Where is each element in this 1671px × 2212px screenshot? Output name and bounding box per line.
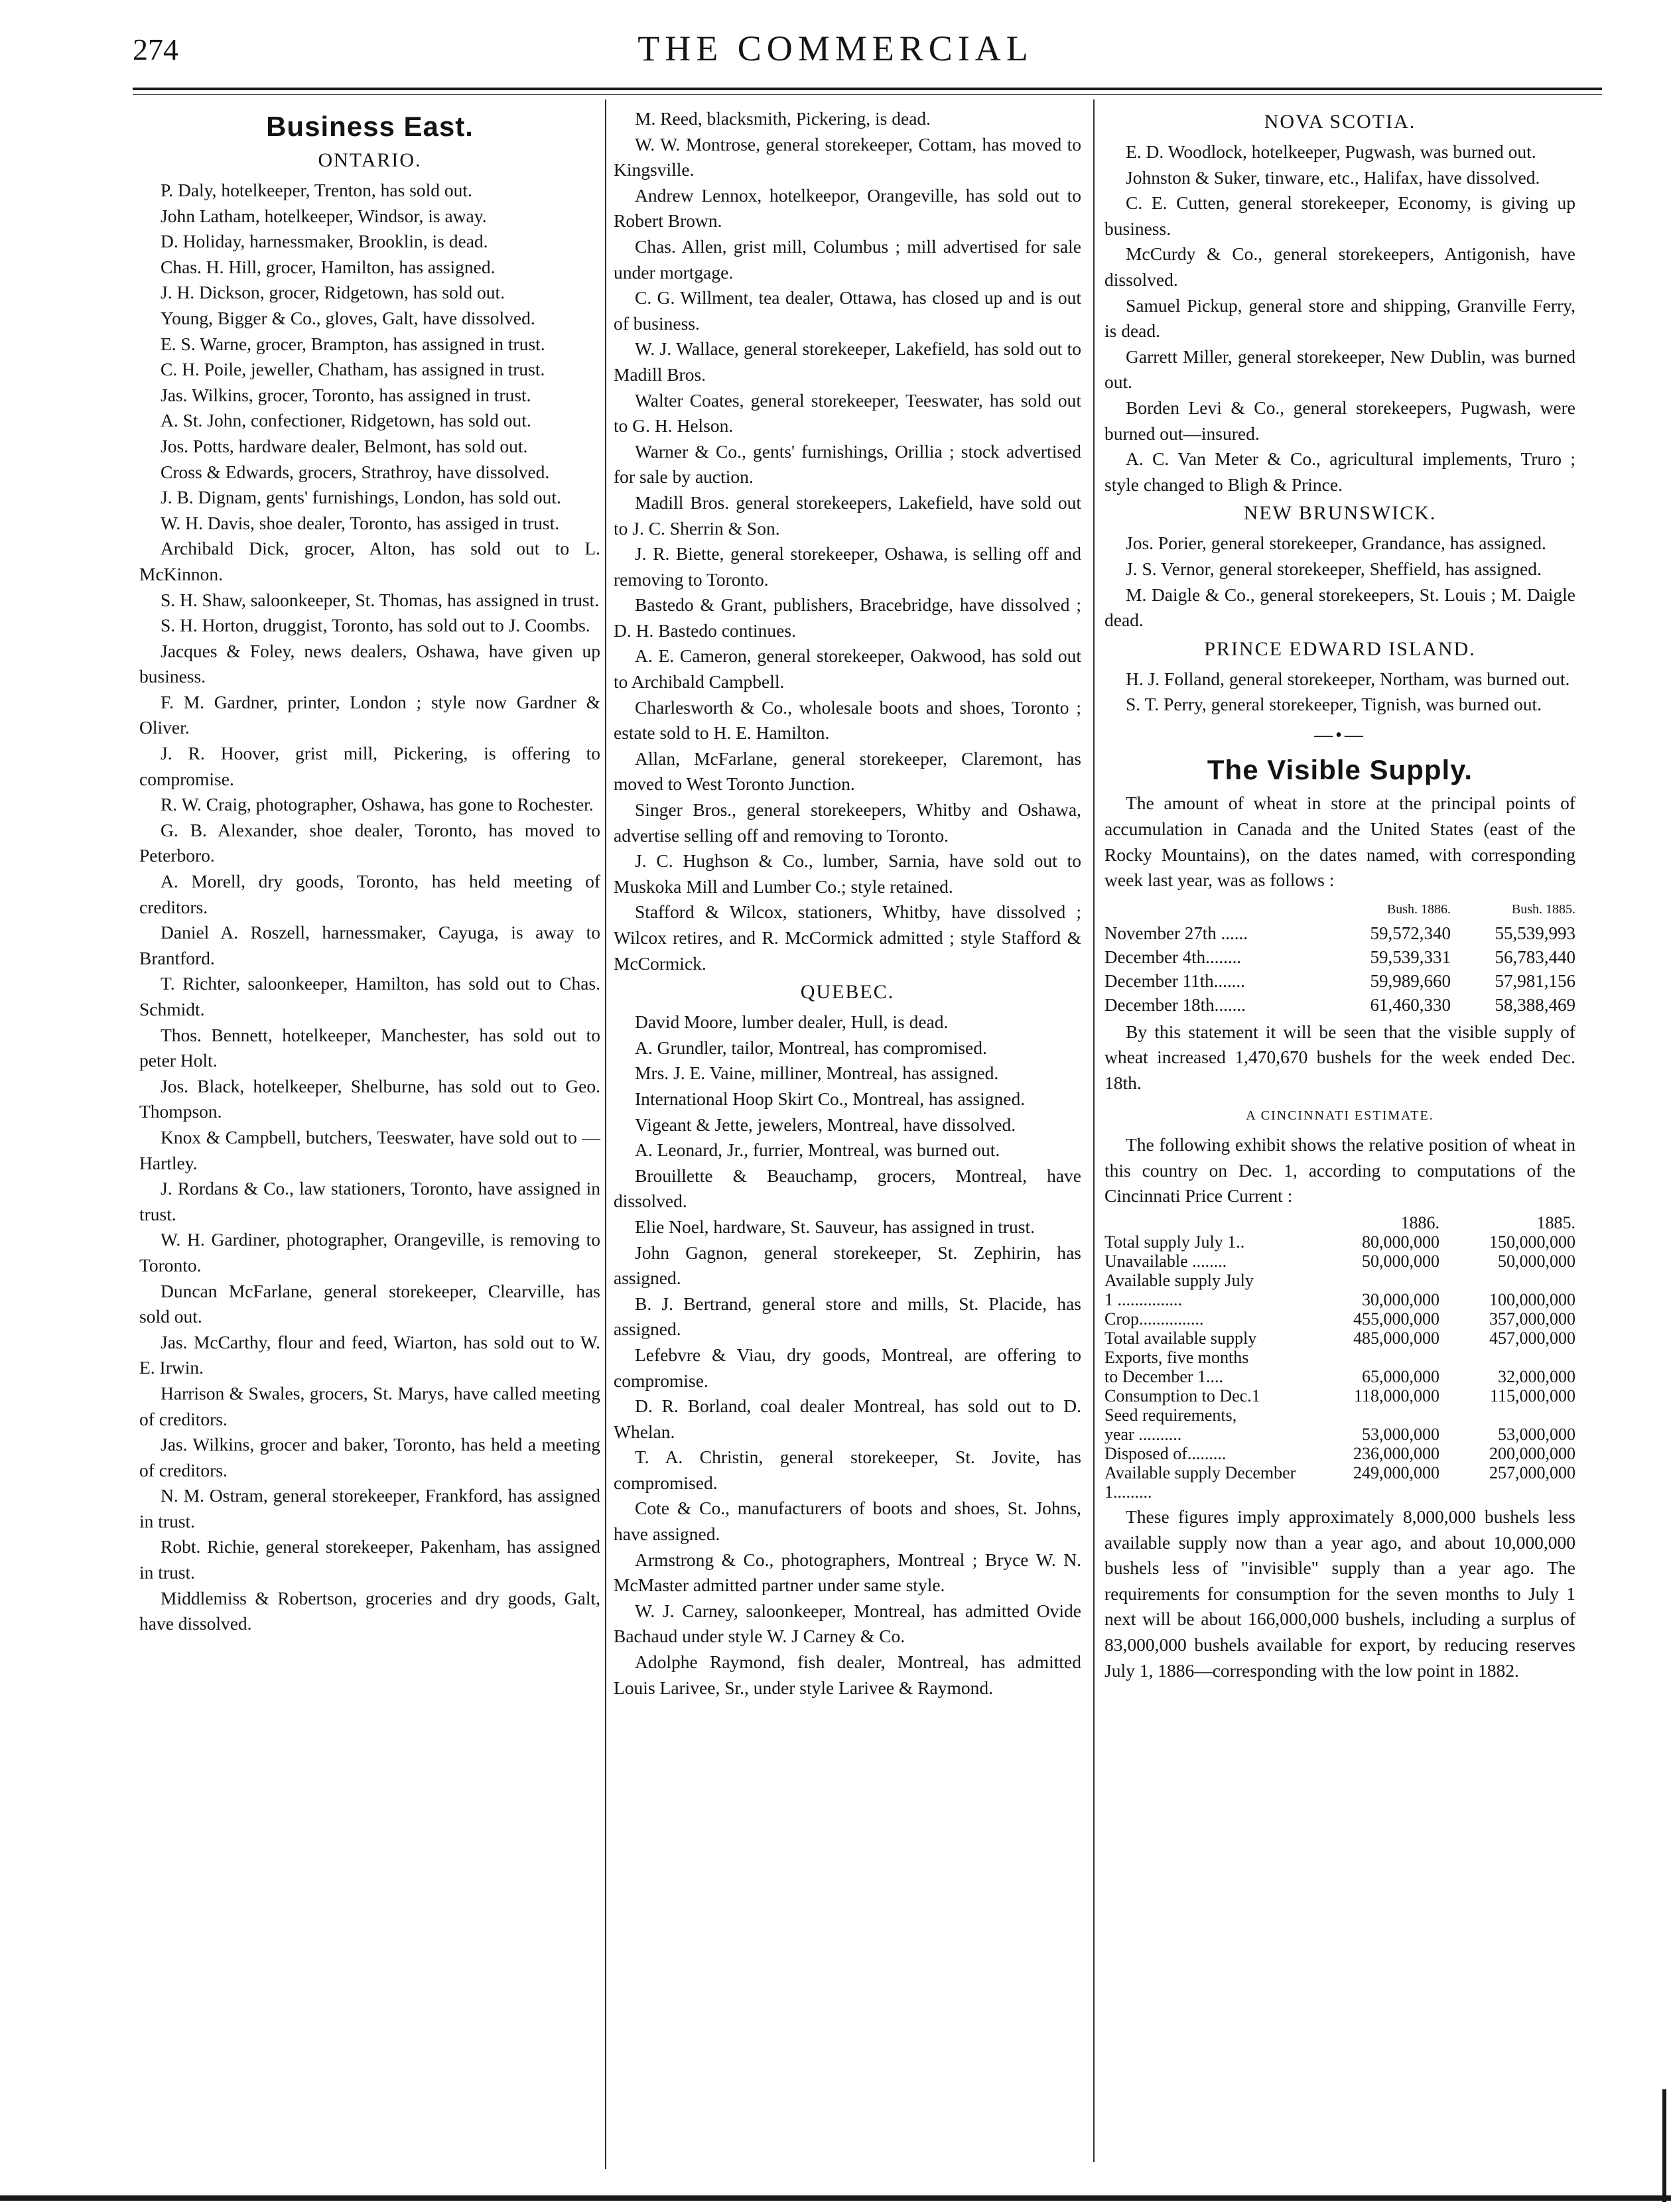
list-item: Daniel A. Roszell, harnessmaker, Cayuga, is away to Brantford. xyxy=(139,922,600,968)
table-header-cell: Bush. 1886. xyxy=(1386,901,1451,917)
table-cell: Total available supply xyxy=(1104,1329,1257,1348)
column-2 xyxy=(614,106,1081,1701)
province-heading: ONTARIO. xyxy=(318,149,422,171)
table-row xyxy=(1104,1367,1575,1386)
table-cell: 80,000,000 xyxy=(1362,1232,1439,1252)
table-cell: to December 1.... xyxy=(1104,1367,1224,1386)
list-item: Adolphe Raymond, fish dealer, Montreal, has admitted Louis Larivee, Sr., under style Larivee & Raymond. xyxy=(614,1652,1081,1698)
list-item: Stafford & Wilcox, stationers, Whitby, have dissolved ; Wilcox retires, and R. McCormick admitted ; style Stafford & McCormick. xyxy=(614,901,1081,974)
table-cell xyxy=(1303,1271,1439,1290)
list-item: Jos. Black, hotelkeeper, Shelburne, has sold out to Geo. Thompson. xyxy=(139,1075,600,1122)
list-item: Robt. Richie, general storekeeper, Pakenham, has assigned in trust. xyxy=(139,1536,600,1583)
table-row xyxy=(1104,1232,1575,1252)
table-cell: 150,000,000 xyxy=(1489,1232,1575,1252)
list-item: H. J. Folland, general storekeeper, Northam, was burned out. xyxy=(1126,668,1570,689)
table-cell: November 27th ...... xyxy=(1104,923,1248,943)
table-cell: Exports, five months xyxy=(1104,1348,1249,1367)
table-row xyxy=(1104,945,1575,969)
table-row xyxy=(1104,969,1575,993)
list-item: Chas. H. Hill, grocer, Hamilton, has assigned. xyxy=(161,256,496,277)
table-cell xyxy=(1303,1348,1439,1367)
table-cell: 53,000,000 xyxy=(1362,1425,1439,1444)
list-item: Jos. Porier, general storekeeper, Grandance, has assigned. xyxy=(1126,533,1546,554)
list-item: B. J. Bertrand, general store and mills, St. Placide, has assigned. xyxy=(614,1293,1081,1340)
list-item: T. Richter, saloonkeeper, Hamilton, has sold out to Chas. Schmidt. xyxy=(139,973,600,1019)
paragraph: The amount of wheat in store at the principal points of accumulation in Canada and the United States (east of the Rocky Mountains), on the dates named, with corresponding week last year, was as follows : xyxy=(1104,793,1575,891)
table-header-cell xyxy=(1104,1213,1303,1232)
table-cell: 485,000,000 xyxy=(1353,1329,1439,1348)
list-item: Allan, McFarlane, general storekeeper, Claremont, has moved to West Toronto Junction. xyxy=(614,748,1081,795)
table-cell: 249,000,000 xyxy=(1353,1463,1439,1482)
entry-list xyxy=(1104,531,1575,633)
table-cell: 100,000,000 xyxy=(1489,1290,1575,1309)
visible-supply-table xyxy=(1104,897,1575,1017)
list-item: W. J. Wallace, general storekeeper, Lakefield, has sold out to Madill Bros. xyxy=(614,338,1081,385)
list-item: S. H. Shaw, saloonkeeper, St. Thomas, has assigned in trust. xyxy=(161,589,600,610)
list-item: A. C. Van Meter & Co., agricultural implements, Truro ; style changed to Bligh & Prince. xyxy=(1104,448,1575,495)
table-cell: year .......... xyxy=(1104,1425,1182,1444)
list-item: W. J. Carney, saloonkeeper, Montreal, has admitted Ovide Bachaud under style W. J Carney & Co. xyxy=(614,1600,1081,1647)
table-cell: 455,000,000 xyxy=(1353,1309,1439,1329)
table-header-cell: 1886. xyxy=(1400,1213,1439,1232)
table-row xyxy=(1104,1405,1575,1425)
table-cell xyxy=(1439,1405,1575,1425)
list-item: David Moore, lumber dealer, Hull, is dead. xyxy=(635,1011,949,1033)
list-item: Brouillette & Beauchamp, grocers, Montreal, have dissolved. xyxy=(614,1165,1081,1212)
list-item: Jacques & Foley, news dealers, Oshawa, have given up business. xyxy=(139,640,600,687)
list-item: Chas. Allen, grist mill, Columbus ; mill advertised for sale under mortgage. xyxy=(614,235,1081,283)
list-item: Vigeant & Jette, jewelers, Montreal, have dissolved. xyxy=(635,1114,1016,1135)
table-header-row xyxy=(1104,1213,1575,1232)
table-cell: 61,460,330 xyxy=(1370,994,1451,1015)
list-item: D. Holiday, harnessmaker, Brooklin, is dead. xyxy=(161,231,488,252)
table-cell: 50,000,000 xyxy=(1498,1252,1575,1271)
province-heading: PRINCE EDWARD ISLAND. xyxy=(1204,637,1476,660)
table-cell: 58,388,469 xyxy=(1495,994,1575,1015)
entry-list xyxy=(614,106,1081,976)
table-row xyxy=(1104,1425,1575,1444)
list-item: Young, Bigger & Co., gloves, Galt, have dissolved. xyxy=(161,307,535,328)
table-cell xyxy=(1439,1348,1575,1367)
list-item: Jas. Wilkins, grocer and baker, Toronto, has held a meeting of creditors. xyxy=(139,1434,600,1480)
list-item: A. St. John, confectioner, Ridgetown, has sold out. xyxy=(161,410,531,431)
table-cell: Seed requirements, xyxy=(1104,1405,1237,1425)
table-cell: Crop............... xyxy=(1104,1309,1204,1329)
table-row xyxy=(1104,993,1575,1017)
list-item: C. E. Cutten, general storekeeper, Economy, is giving up business. xyxy=(1104,192,1575,239)
column-3 xyxy=(1104,106,1575,1687)
list-item: Warner & Co., gents' furnishings, Orillia ; stock advertised for sale by auction. xyxy=(614,440,1081,488)
table-cell: 59,539,331 xyxy=(1370,946,1451,967)
table-cell: 1 ............... xyxy=(1104,1290,1182,1309)
list-item: Jos. Potts, hardware dealer, Belmont, has sold out. xyxy=(161,435,528,456)
table-header-cell xyxy=(1104,897,1326,921)
table-cell: 55,539,993 xyxy=(1495,923,1575,943)
table-cell: 59,989,660 xyxy=(1370,970,1451,991)
list-item: S. T. Perry, general storekeeper, Tignish, was burned out. xyxy=(1126,694,1542,715)
edge-mark xyxy=(1662,2089,1666,2202)
list-item: T. A. Christin, general storekeeper, St. Jovite, has compromised. xyxy=(614,1447,1081,1493)
list-item: A. Morell, dry goods, Toronto, has held meeting of creditors. xyxy=(139,871,600,917)
table-cell: 357,000,000 xyxy=(1489,1309,1575,1329)
table-cell: Total supply July 1.. xyxy=(1104,1232,1245,1252)
entry-list xyxy=(139,178,600,1637)
list-item: Cote & Co., manufacturers of boots and shoes, St. Johns, have assigned. xyxy=(614,1498,1081,1545)
list-item: W. H. Davis, shoe dealer, Toronto, has assiged in trust. xyxy=(161,512,560,533)
list-item: Lefebvre & Viau, dry goods, Montreal, are offering to compromise. xyxy=(614,1344,1081,1391)
paragraph: These figures imply approximately 8,000,000 bushels less available supply now than a year ago, and about 10,000,000 bushels less of "invisible" supply than a year ago. The requirements for consumption for the seven months to July 1 next will be about 166,000,000 bushels, including a surplus of 83,000,000 bushels available for export, by reducing reserves July 1, 1886—corresponding with the low point in 1882. xyxy=(1104,1506,1575,1681)
list-item: C. H. Poile, jeweller, Chatham, has assigned in trust. xyxy=(161,359,545,380)
list-item: Cross & Edwards, grocers, Strathroy, have dissolved. xyxy=(161,461,550,482)
list-item: Elie Noel, hardware, St. Sauveur, has assigned in trust. xyxy=(635,1216,1035,1237)
province-heading: NOVA SCOTIA. xyxy=(1264,111,1416,133)
subheading: A CINCINNATI ESTIMATE. xyxy=(1246,1108,1434,1123)
list-item: Madill Bros. general storekeepers, Lakefield, have sold out to J. C. Sherrin & Son. xyxy=(614,491,1081,539)
table-cell: 59,572,340 xyxy=(1370,923,1451,943)
list-item: Andrew Lennox, hotelkeepor, Orangeville, has sold out to Robert Brown. xyxy=(614,184,1081,231)
table-header-cell: 1885. xyxy=(1536,1213,1575,1232)
table-cell: 65,000,000 xyxy=(1362,1367,1439,1386)
table-cell: 57,981,156 xyxy=(1495,970,1575,991)
table-cell: 236,000,000 xyxy=(1353,1444,1439,1463)
table-row xyxy=(1104,1444,1575,1463)
table-cell: Consumption to Dec.1 xyxy=(1104,1386,1260,1405)
list-item: John Latham, hotelkeeper, Windsor, is away. xyxy=(161,205,487,226)
list-item: M. Reed, blacksmith, Pickering, is dead. xyxy=(635,108,931,129)
list-item: A. Leonard, Jr., furrier, Montreal, was burned out. xyxy=(635,1139,1000,1161)
table-cell xyxy=(1303,1405,1439,1425)
table-cell xyxy=(1439,1271,1575,1290)
table-header-cell: Bush. 1885. xyxy=(1511,901,1575,917)
table-cell: December 11th....... xyxy=(1104,970,1245,991)
table-cell: 53,000,000 xyxy=(1498,1425,1575,1444)
list-item: Middlemiss & Robertson, groceries and dry goods, Galt, have dissolved. xyxy=(139,1587,600,1634)
table-row xyxy=(1104,1463,1575,1502)
list-item: J. R. Biette, general storekeeper, Oshawa, is selling off and removing to Toronto. xyxy=(614,543,1081,590)
list-item: F. M. Gardner, printer, London ; style now Gardner & Oliver. xyxy=(139,691,600,738)
list-item: C. G. Willment, tea dealer, Ottawa, has closed up and is out of business. xyxy=(614,287,1081,334)
table-row xyxy=(1104,1252,1575,1271)
list-item: J. H. Dickson, grocer, Ridgetown, has sold out. xyxy=(161,282,505,303)
list-item: E. D. Woodlock, hotelkeeper, Pugwash, was burned out. xyxy=(1126,141,1536,162)
list-item: Armstrong & Co., photographers, Montreal ; Bryce W. N. McMaster admitted partner under same style. xyxy=(614,1549,1081,1596)
list-item: P. Daly, hotelkeeper, Trenton, has sold out. xyxy=(161,180,472,200)
list-item: Thos. Bennett, hotelkeeper, Manchester, has sold out to peter Holt. xyxy=(139,1024,600,1071)
table-row xyxy=(1104,1329,1575,1348)
list-item: N. M. Ostram, general storekeeper, Frankford, has assigned in trust. xyxy=(139,1485,600,1531)
list-item: Knox & Campbell, butchers, Teeswater, have sold out to — Hartley. xyxy=(139,1126,600,1173)
list-item: Walter Coates, general storekeeper, Teeswater, has sold out to G. H. Helson. xyxy=(614,389,1081,436)
province-heading: NEW BRUNSWICK. xyxy=(1243,502,1437,525)
header-rule-thin xyxy=(133,94,1602,95)
list-item: Harrison & Swales, grocers, St. Marys, have called meeting of creditors. xyxy=(139,1382,600,1429)
table-cell: 50,000,000 xyxy=(1362,1252,1439,1271)
table-row xyxy=(1104,1290,1575,1309)
list-item: R. W. Craig, photographer, Oshawa, has gone to Rochester. xyxy=(161,794,594,815)
table-cell: 32,000,000 xyxy=(1498,1367,1575,1386)
table-cell: 56,783,440 xyxy=(1495,946,1575,967)
table-cell: Available supply July xyxy=(1104,1271,1254,1290)
list-item: Borden Levi & Co., general storekeepers, Pugwash, were burned out—insured. xyxy=(1104,397,1575,444)
table-cell: Available supply December 1......... xyxy=(1104,1463,1296,1502)
header-rule xyxy=(133,88,1602,90)
paragraph: The following exhibit shows the relative position of wheat in this country on Dec. 1, according to computations of the Cincinnati Price Current : xyxy=(1104,1134,1575,1206)
list-item: International Hoop Skirt Co., Montreal, has assigned. xyxy=(635,1088,1026,1109)
column-divider-2 xyxy=(1093,99,1095,2162)
table-cell: Unavailable ........ xyxy=(1104,1252,1227,1271)
table-cell: 200,000,000 xyxy=(1489,1444,1575,1463)
table-cell: December 18th....... xyxy=(1104,994,1246,1015)
table-cell: 118,000,000 xyxy=(1353,1386,1439,1405)
list-item: A. Grundler, tailor, Montreal, has compromised. xyxy=(635,1037,987,1058)
entry-list xyxy=(614,1009,1081,1701)
section-title: The Visible Supply. xyxy=(1207,754,1473,786)
table-row xyxy=(1104,1271,1575,1290)
list-item: J. R. Hoover, grist mill, Pickering, is offering to compromise. xyxy=(139,743,600,789)
section-ornament: —•— xyxy=(1314,724,1366,746)
table-cell: December 4th........ xyxy=(1104,946,1242,967)
list-item: S. H. Horton, druggist, Toronto, has sold out to J. Coombs. xyxy=(161,615,590,636)
table-row xyxy=(1104,921,1575,945)
list-item: W. H. Gardiner, photographer, Orangeville, is removing to Toronto. xyxy=(139,1229,600,1275)
paragraph: By this statement it will be seen that the visible supply of wheat increased 1,470,670 bushels for the week ended Dec. 18th. xyxy=(1104,1021,1575,1094)
list-item: Singer Bros., general storekeepers, Whitby and Oshawa, advertise selling off and removing to Toronto. xyxy=(614,799,1081,846)
table-row xyxy=(1104,1348,1575,1367)
table-cell: 115,000,000 xyxy=(1489,1386,1575,1405)
list-item: A. E. Cameron, general storekeeper, Oakwood, has sold out to Archibald Campbell. xyxy=(614,645,1081,692)
list-item: G. B. Alexander, shoe dealer, Toronto, has moved to Peterboro. xyxy=(139,819,600,866)
table-row xyxy=(1104,1309,1575,1329)
entry-list xyxy=(1104,139,1575,497)
province-heading: QUEBEC. xyxy=(800,981,895,1004)
list-item: J. C. Hughson & Co., lumber, Sarnia, have sold out to Muskoka Mill and Lumber Co.; style retained. xyxy=(614,850,1081,897)
list-item: Jas. Wilkins, grocer, Toronto, has assigned in trust. xyxy=(161,384,531,405)
page-header xyxy=(0,0,1671,99)
list-item: J. B. Dignam, gents' furnishings, London, has sold out. xyxy=(161,487,561,508)
list-item: Garrett Miller, general storekeeper, New Dublin, was burned out. xyxy=(1104,346,1575,393)
list-item: Duncan McFarlane, general storekeeper, Clearville, has sold out. xyxy=(139,1280,600,1327)
table-cell: 30,000,000 xyxy=(1362,1290,1439,1309)
list-item: Jas. McCarthy, flour and feed, Wiarton, has sold out to W. E. Irwin. xyxy=(139,1331,600,1378)
entry-list xyxy=(1104,667,1575,718)
list-item: Charlesworth & Co., wholesale boots and shoes, Toronto ; estate sold to H. E. Hamilton. xyxy=(614,696,1081,744)
list-item: McCurdy & Co., general storekeepers, Antigonish, have dissolved. xyxy=(1104,243,1575,290)
column-1 xyxy=(139,106,600,1637)
bottom-rule xyxy=(0,2195,1671,2201)
page-number: 274 xyxy=(133,33,178,66)
list-item: John Gagnon, general storekeeper, St. Zephirin, has assigned. xyxy=(614,1242,1081,1289)
list-item: W. W. Montrose, general storekeeper, Cottam, has moved to Kingsville. xyxy=(614,133,1081,180)
list-item: D. R. Borland, coal dealer Montreal, has sold out to D. Whelan. xyxy=(614,1396,1081,1442)
table-cell: 457,000,000 xyxy=(1489,1329,1575,1348)
list-item: J. S. Vernor, general storekeeper, Sheffield, has assigned. xyxy=(1126,558,1542,579)
list-item: Johnston & Suker, tinware, etc., Halifax, have dissolved. xyxy=(1126,166,1540,188)
list-item: Bastedo & Grant, publishers, Bracebridge, have dissolved ; D. H. Bastedo continues. xyxy=(614,594,1081,641)
list-item: M. Daigle & Co., general storekeepers, St. Louis ; M. Daigle dead. xyxy=(1104,584,1575,631)
list-item: Archibald Dick, grocer, Alton, has sold out to L. McKinnon. xyxy=(139,538,600,584)
list-item: Samuel Pickup, general store and shipping, Granville Ferry, is dead. xyxy=(1104,294,1575,342)
table-cell: Disposed of......... xyxy=(1104,1444,1227,1463)
list-item: E. S. Warne, grocer, Brampton, has assigned in trust. xyxy=(161,333,545,354)
table-cell: 257,000,000 xyxy=(1489,1463,1575,1482)
cincinnati-table xyxy=(1104,1213,1575,1502)
list-item: J. Rordans & Co., law stationers, Toronto, have assigned in trust. xyxy=(139,1178,600,1224)
section-title: Business East. xyxy=(266,111,474,142)
table-header-row xyxy=(1104,897,1575,921)
list-item: Mrs. J. E. Vaine, milliner, Montreal, has assigned. xyxy=(635,1063,999,1084)
table-row xyxy=(1104,1386,1575,1405)
column-divider-1 xyxy=(605,99,606,2169)
running-title: THE COMMERCIAL xyxy=(637,29,1034,68)
